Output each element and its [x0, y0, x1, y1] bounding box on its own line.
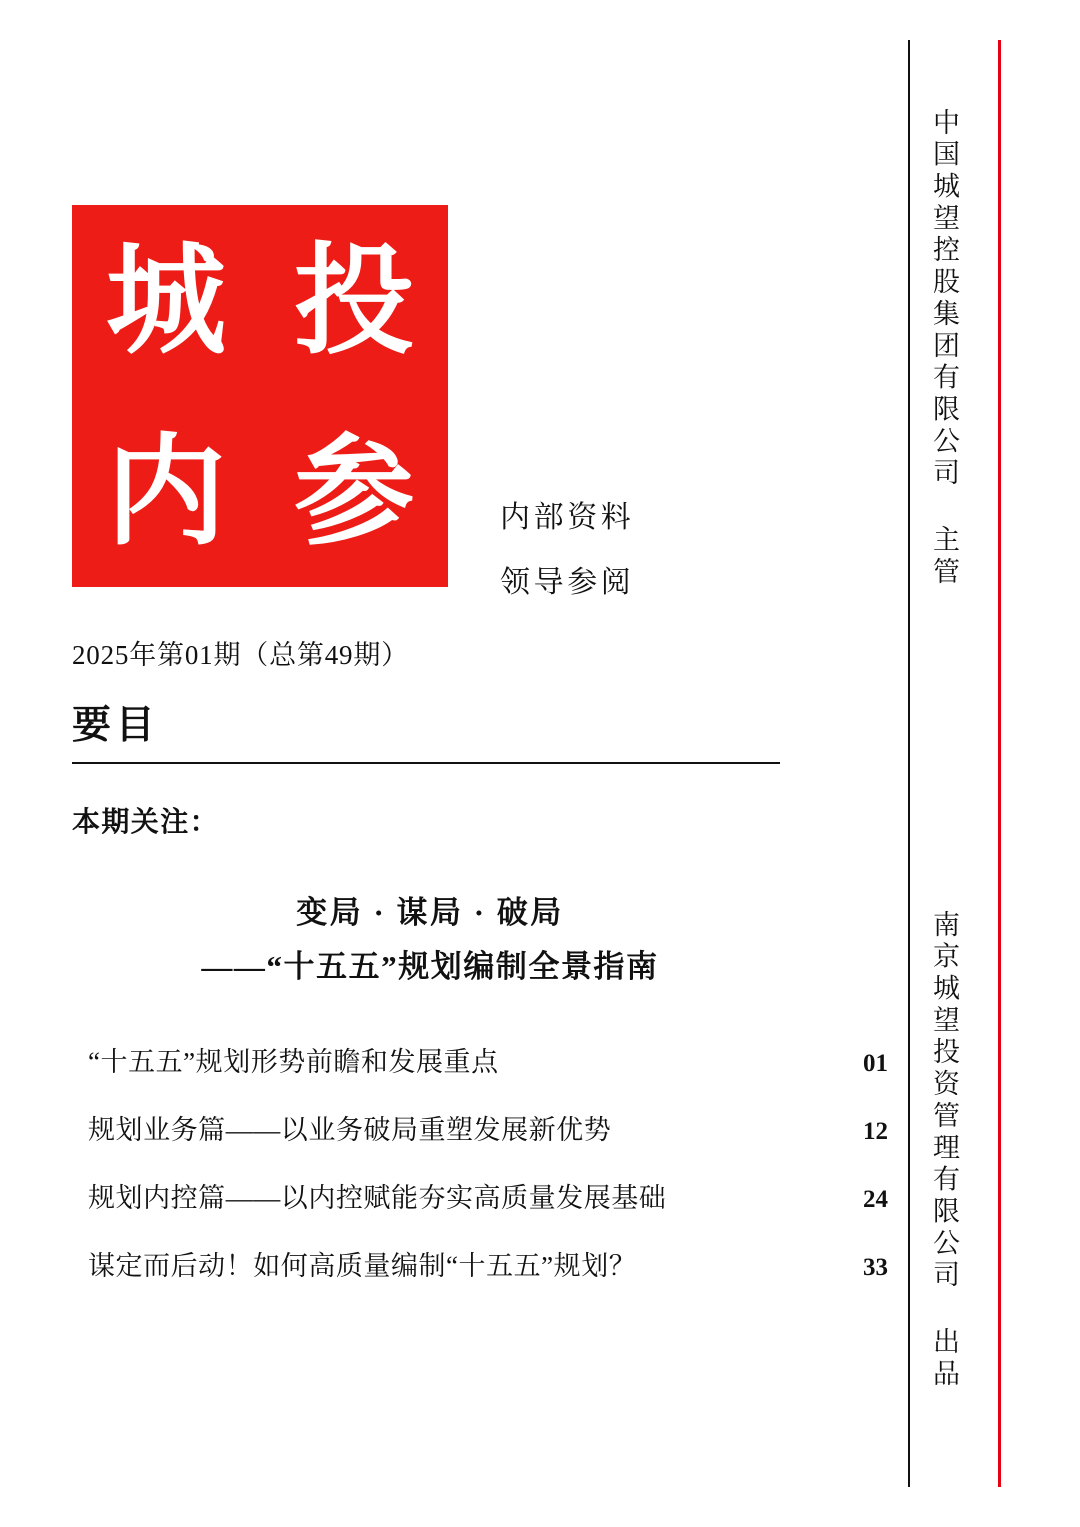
masthead-logo — [72, 205, 448, 587]
contents-heading: 要目 — [72, 704, 160, 747]
issue-line: 2025年第01期（总第49期） — [72, 640, 409, 670]
sidebar-publisher-text: 南京城望投资管理有限公司 出品 — [929, 910, 959, 1391]
masthead-char-4: 参 — [294, 420, 414, 562]
focus-title-line1: 变局 · 谋局 · 破局 — [296, 895, 564, 930]
list-item[interactable] — [88, 1244, 888, 1312]
focus-title-line2: ——“十五五”规划编制全景指南 — [201, 949, 659, 984]
contents-item-title: 规划业务篇——以业务破局重塑发展新优势 — [88, 1115, 612, 1145]
contents-item-page: 24 — [863, 1186, 888, 1213]
list-item[interactable] — [88, 1040, 888, 1108]
contents-list — [88, 1040, 888, 1312]
masthead-char-3: 内 — [106, 420, 226, 562]
contents-item-page: 12 — [863, 1118, 888, 1145]
contents-divider — [72, 762, 780, 764]
masthead-char-2: 投 — [294, 229, 414, 371]
list-item[interactable] — [88, 1108, 888, 1176]
contents-item-page: 33 — [863, 1254, 888, 1281]
sidebar-supervisor-text: 中国城望控股集团有限公司 主管 — [929, 108, 959, 589]
contents-item-title: 谋定而后动！如何高质量编制“十五五”规划？ — [88, 1251, 637, 1281]
vertical-rule-black — [908, 40, 910, 1487]
contents-item-title: 规划内控篇——以内控赋能夯实高质量发展基础 — [88, 1183, 667, 1213]
contents-item-page: 01 — [863, 1050, 888, 1077]
list-item[interactable] — [88, 1176, 888, 1244]
internal-material-note: 内部资料 — [500, 501, 635, 534]
vertical-rule-red — [998, 40, 1001, 1487]
leader-reference-note: 领导参阅 — [500, 566, 635, 599]
focus-label: 本期关注： — [72, 807, 220, 838]
masthead-char-1: 城 — [106, 229, 226, 371]
contents-item-title: “十五五”规划形势前瞻和发展重点 — [88, 1047, 499, 1077]
